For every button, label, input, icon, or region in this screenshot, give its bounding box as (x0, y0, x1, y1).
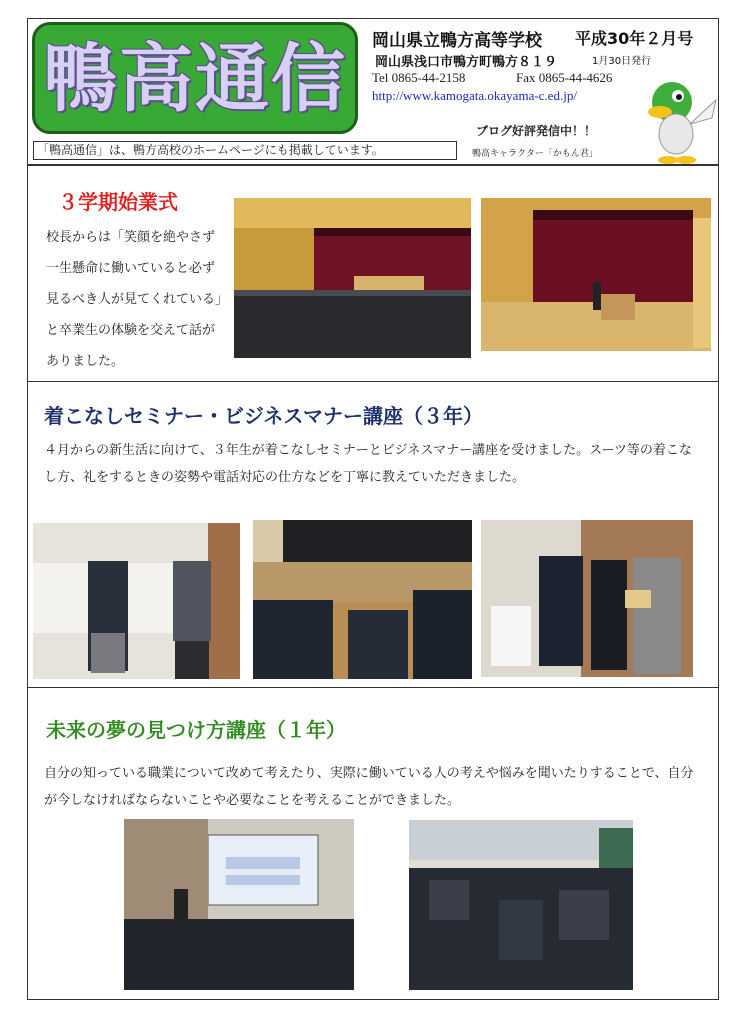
blog-notice: ブログ好評発信中！！ (476, 124, 597, 138)
issue-label: 平成30年２月号 (575, 29, 694, 48)
section3-title: 未来の夢の見つけ方講座（１年） (46, 718, 346, 742)
ceremony-hall-photo (234, 198, 471, 358)
lecture-projector-photo (124, 819, 354, 990)
bowing-students-photo (253, 520, 472, 679)
logo-text: 鴨高通信 (43, 36, 347, 122)
fax-number: Fax 0865-44-4626 (516, 70, 613, 85)
website-link[interactable]: http://www.kamogata.okayama-c.ed.jp/ (372, 88, 577, 103)
section1-title: ３学期始業式 (58, 190, 178, 214)
header-divider (27, 164, 719, 166)
seminar-instructor-photo (33, 523, 240, 679)
publish-date: 1月30日発行 (592, 56, 652, 67)
suit-demonstration-photo (481, 520, 693, 677)
students-discussion-photo (409, 820, 633, 990)
mascot-caption: 鴨高キャラクター「かもん君」 (472, 149, 598, 159)
tel-number: Tel 0865-44-2158 (372, 70, 466, 85)
section2-body: ４月からの新生活に向けて、３年生が着こなしセミナーとビジネスマナー講座を受けました。スーツ等の着こなし方、礼をするときの姿勢や電話対応の仕方などを丁寧に教えていただきました。 (44, 443, 692, 485)
section2-title: 着こなしセミナー・ビジネスマナー講座（３年） (44, 404, 483, 428)
stage-speech-photo (481, 198, 711, 351)
section-divider (27, 381, 719, 382)
section3-body: 自分の知っている職業について改めて考えたり、実際に働いている人の考えや悩みを聞いたりすることで、自分が今しなければならないことや必要なことを考えることができました。 (44, 766, 694, 808)
school-address: 岡山県浅口市鴨方町鴨方８１９ (375, 55, 558, 70)
website-notice: 「鴨高通信」は、鴨方高校のホームページにも掲載しています。 (33, 141, 457, 160)
school-name: 岡山県立鴨方高等学校 (372, 31, 542, 51)
section1-body: 校長からは「笑顔を絶やさず一生懸命に働いていると必ず見るべき人が見てくれている」と卒業生の体験を交えて話がありました。 (46, 230, 222, 369)
duck-mascot-icon (632, 72, 722, 168)
section-divider (27, 687, 719, 688)
newsletter-logo (32, 22, 358, 134)
